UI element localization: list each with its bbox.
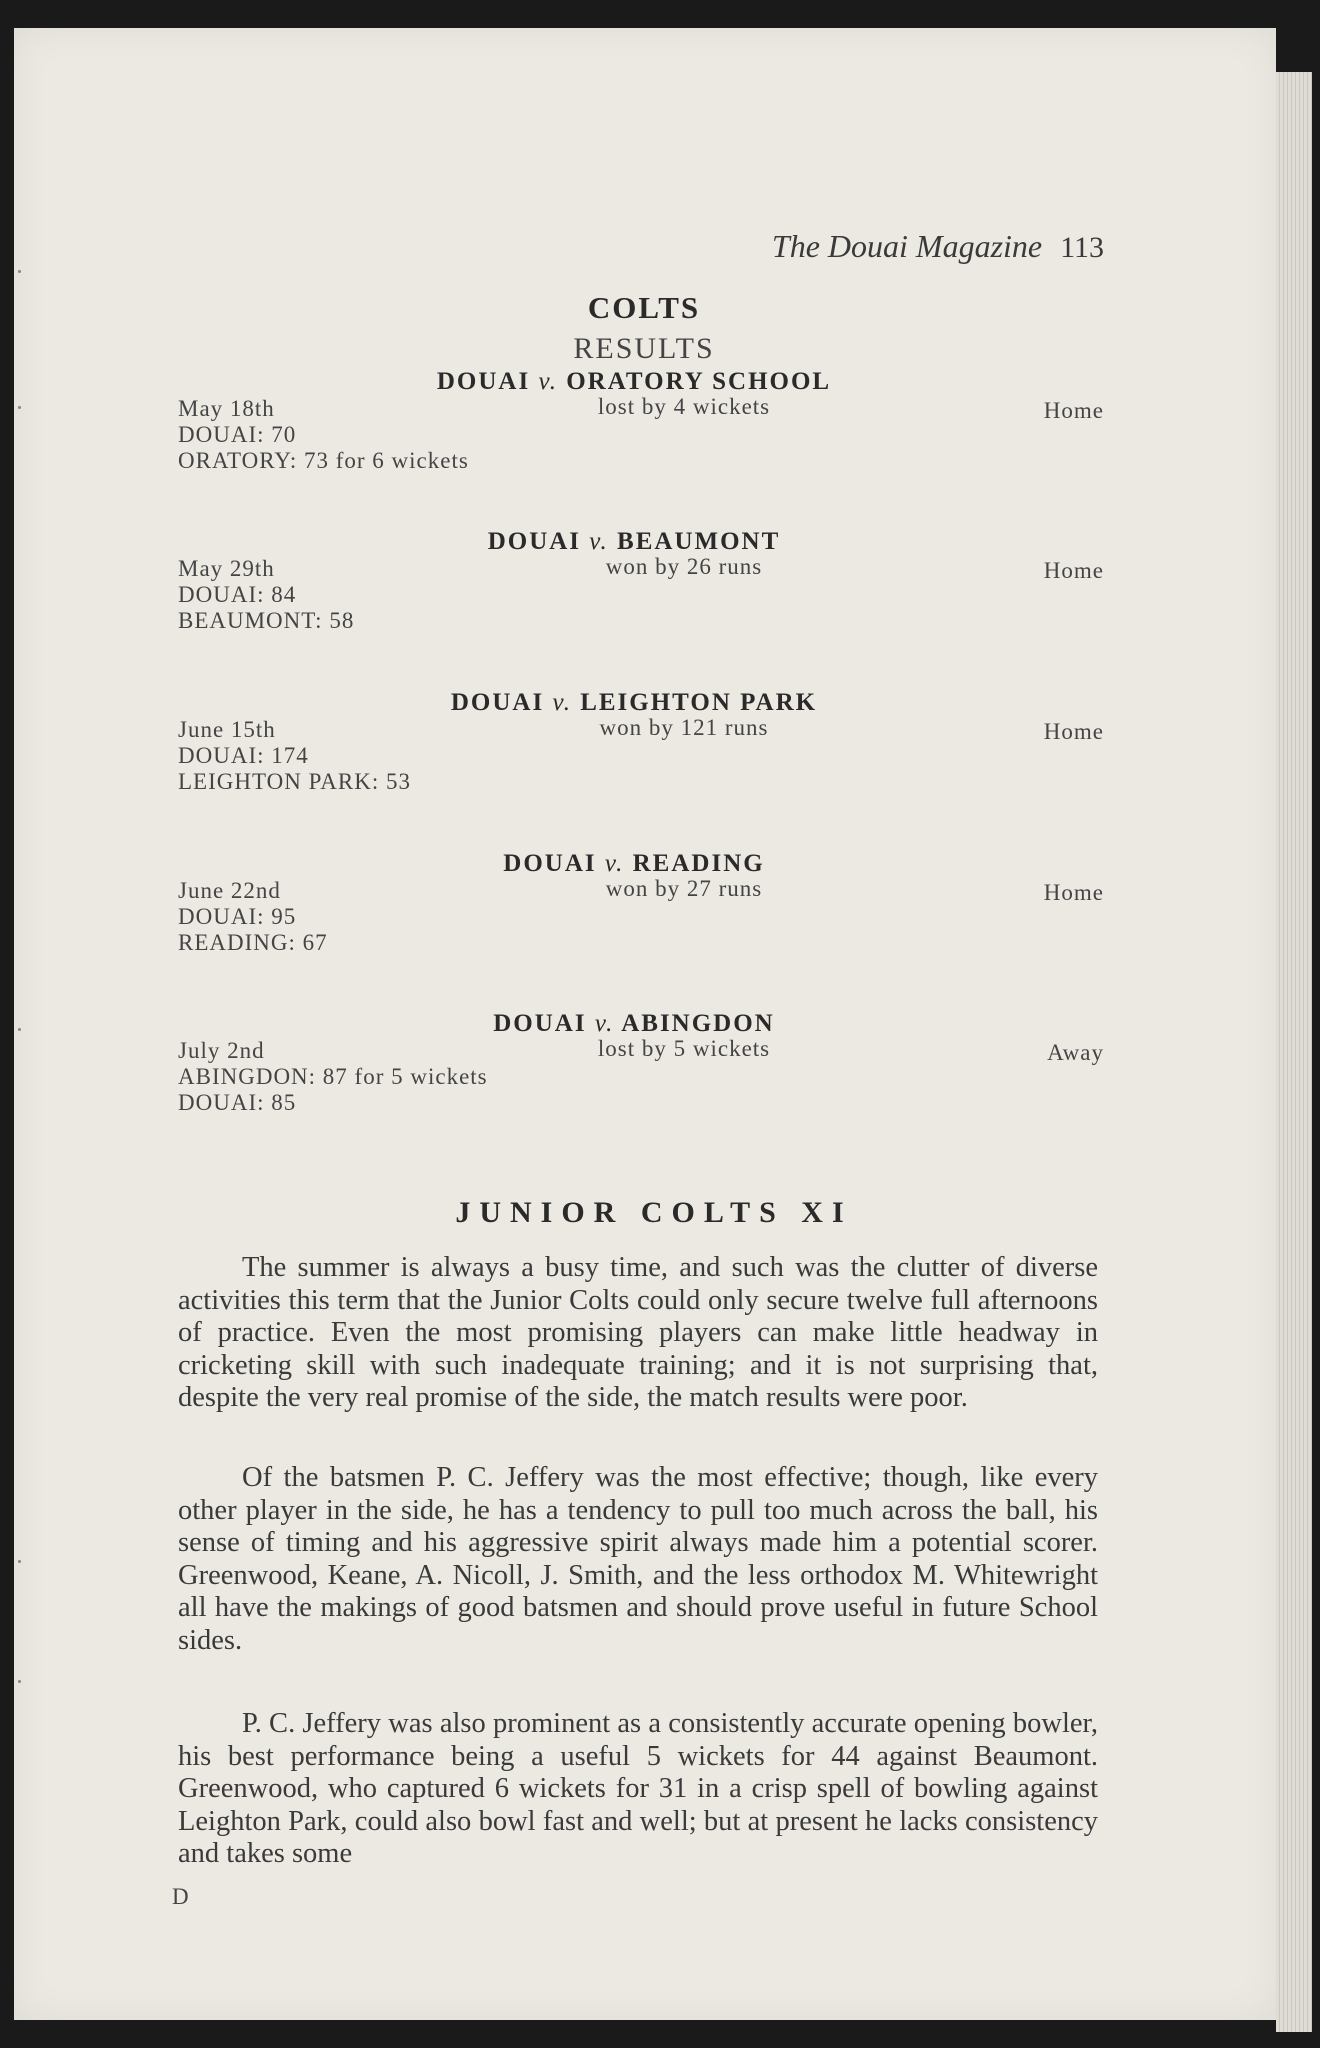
fixture-heading: DOUAI v. READING — [503, 850, 765, 877]
second-score: READING: 67 — [178, 930, 328, 955]
gutter-mark — [18, 1028, 21, 1031]
body-paragraph: Of the batsmen P. C. Jeffery was the most effective; though, like every other player in the side, he has a tendency to pull too much across the ball, his sense of timing and his aggressive spirit always made him a potential scorer. Greenwood, Keane, A. Nicoll, J. Smith, and the less orthodox M. Whitewright all have the makings of good batsmen and should prove useful in future School sides. — [178, 1462, 1098, 1656]
fixture-heading: DOUAI v. BEAUMONT — [487, 528, 781, 555]
match-venue: Home — [1043, 719, 1104, 744]
gutter-mark — [18, 406, 21, 409]
first-score: ABINGDON: 87 for 5 wickets — [178, 1064, 488, 1089]
first-score: DOUAI: 84 — [178, 582, 297, 607]
match-result: lost by 5 wickets — [597, 1036, 771, 1061]
colts-title: COLTS — [587, 290, 701, 325]
body-paragraph: P. C. Jeffery was also prominent as a consistently accurate opening bowler, his best performance being a useful 5 wickets for 44 against Beaumont. Greenwood, who captured 6 wickets for 31 in a crisp spell of bowling against Leighton Park, could also bowl fast and well; but at present he lacks consistency and takes some — [178, 1708, 1098, 1869]
match-date: June 22nd — [178, 878, 281, 903]
second-score: LEIGHTON PARK: 53 — [178, 769, 411, 794]
second-score: BEAUMONT: 58 — [178, 608, 355, 633]
second-score: DOUAI: 85 — [178, 1090, 297, 1115]
match-result: lost by 4 wickets — [597, 394, 771, 419]
match-date: May 29th — [178, 556, 275, 581]
match-venue: Home — [1043, 558, 1104, 583]
match-entry — [164, 368, 1104, 518]
page-number: 113 — [1060, 231, 1104, 264]
match-entry — [164, 1010, 1104, 1160]
signature-mark: D — [172, 1884, 189, 1909]
match-venue: Away — [1047, 1040, 1104, 1065]
running-header — [714, 228, 1104, 265]
match-date: July 2nd — [178, 1038, 265, 1063]
match-entry — [164, 850, 1104, 1000]
first-score: DOUAI: 174 — [178, 743, 309, 768]
magazine-page — [14, 28, 1276, 2020]
fixture-heading: DOUAI v. LEIGHTON PARK — [450, 689, 818, 716]
match-result: won by 27 runs — [605, 876, 763, 901]
results-subtitle: RESULTS — [573, 332, 715, 365]
first-score: DOUAI: 70 — [178, 422, 297, 447]
match-venue: Home — [1043, 398, 1104, 423]
fixture-heading: DOUAI v. ABINGDON — [493, 1010, 775, 1037]
match-result: won by 121 runs — [599, 715, 769, 740]
gutter-mark — [18, 1560, 21, 1563]
body-paragraph: The summer is always a busy time, and such was the clutter of diverse activities this term that the Junior Colts could only secure twelve full afternoons of practice. Even the most promising players can make little headway in cricketing skill with such inadequate training; and it is not surprising that, despite the very real promise of the side, the match results were poor. — [178, 1252, 1098, 1413]
match-entry — [164, 689, 1104, 839]
match-result: won by 26 runs — [605, 554, 763, 579]
magazine-title: The Douai Magazine — [771, 228, 1043, 264]
gutter-mark — [18, 1680, 21, 1683]
match-venue: Home — [1043, 880, 1104, 905]
first-score: DOUAI: 95 — [178, 904, 297, 929]
match-entry — [164, 528, 1104, 678]
junior-colts-heading: JUNIOR COLTS XI — [455, 1196, 853, 1229]
match-date: May 18th — [178, 396, 275, 421]
match-date: June 15th — [178, 717, 276, 742]
page-edges — [1276, 72, 1312, 2032]
second-score: ORATORY: 73 for 6 wickets — [178, 448, 469, 473]
fixture-heading: DOUAI v. ORATORY SCHOOL — [436, 368, 832, 395]
gutter-mark — [18, 270, 21, 273]
